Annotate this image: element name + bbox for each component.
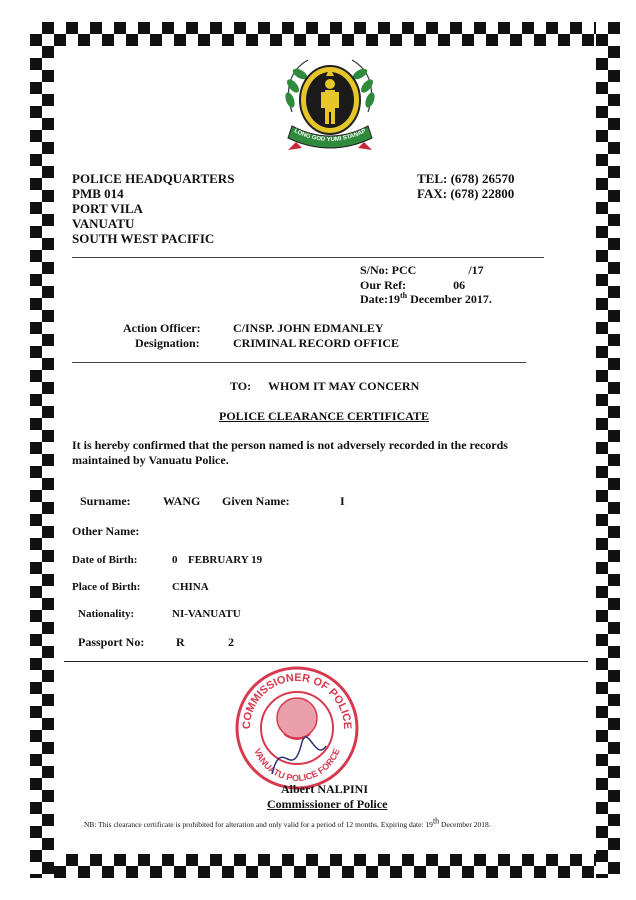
dob-label: Date of Birth: — [72, 554, 138, 566]
serial-number — [360, 262, 484, 277]
telephone: TEL: (678) 26570 — [417, 171, 515, 186]
pob-label: Place of Birth: — [72, 581, 141, 593]
stamp-bottom-text: VANUATU POLICE FORCE — [252, 747, 342, 784]
nationality-value: NI-VANUATU — [172, 608, 241, 620]
signatory-name: Albert NALPINI — [281, 782, 368, 796]
divider-bottom — [64, 661, 588, 662]
redaction — [416, 262, 468, 274]
checkered-border-right — [596, 22, 620, 878]
nationality-label: Nationality: — [78, 608, 135, 620]
passport-suffix: 2 — [228, 635, 234, 649]
address-line-1: POLICE HEADQUARTERS — [72, 171, 235, 186]
fax: FAX: (678) 22800 — [417, 186, 515, 201]
address-line-3: PORT VILA — [72, 201, 143, 216]
designation-label: Designation: — [135, 336, 200, 350]
footer-note-part-2: December 2018. — [439, 820, 491, 829]
pob-value: CHINA — [172, 581, 209, 593]
address-line-4: VANUATU — [72, 216, 135, 231]
commissioner-stamp-icon — [232, 664, 362, 790]
action-officer-label: Action Officer: — [123, 321, 201, 335]
body-text-line-1: It is hereby confirmed that the person named is not adversely recorded in the records — [72, 438, 508, 452]
passport-prefix: R — [176, 635, 185, 649]
to-label: TO: — [230, 379, 252, 393]
footer-note-sup: th — [432, 816, 440, 826]
surname-value: WANG — [163, 494, 201, 508]
divider-top — [72, 257, 544, 258]
serial-label: S/No: — [360, 263, 389, 277]
date-label: Date: — [360, 292, 388, 306]
checkered-border-bottom — [30, 854, 620, 878]
emblem-banner-text: LONG GOD YUMI STANAP — [292, 128, 368, 144]
to-value: WHOM IT MAY CONCERN — [268, 379, 420, 393]
police-emblem-icon — [280, 50, 380, 154]
our-ref-label: Our Ref: — [360, 278, 407, 292]
date-day: 19 — [387, 292, 400, 306]
certificate-title: POLICE CLEARANCE CERTIFICATE — [219, 409, 430, 423]
action-officer-value: C/INSP. JOHN EDMANLEY — [233, 321, 384, 335]
divider-middle — [72, 362, 526, 363]
date-rest: December 2017. — [407, 292, 492, 306]
dob-day: 0 — [172, 554, 178, 566]
surname-label: Surname: — [80, 494, 131, 508]
footer-note — [84, 816, 491, 829]
address-line-2: PMB 014 — [72, 186, 124, 201]
body-text-line-2: maintained by Vanuatu Police. — [72, 453, 229, 467]
passport-label: Passport No: — [78, 635, 145, 649]
signatory-title: Commissioner of Police — [267, 797, 388, 811]
stamp-top-text: COMMISSIONER OF POLICE — [240, 671, 354, 730]
issue-date — [360, 292, 492, 306]
address-line-5: SOUTH WEST PACIFIC — [72, 231, 215, 246]
designation-value: CRIMINAL RECORD OFFICE — [233, 336, 400, 350]
dob-value: FEBRUARY 19 — [188, 554, 263, 566]
footer-note-part-1: NB: This clearance certificate is prohibited for alteration and only valid for a period of 12 months. Expiring date: 19 — [84, 820, 433, 829]
serial-suffix: /17 — [468, 263, 484, 277]
checkered-border-top — [30, 22, 620, 46]
serial-prefix: PCC — [391, 263, 417, 277]
our-ref-suffix: 06 — [453, 278, 466, 292]
our-reference — [360, 277, 465, 292]
given-name-label: Given Name: — [222, 494, 290, 508]
given-name-value: I — [340, 494, 345, 508]
checkered-border-left — [30, 22, 54, 878]
date-sup: th — [399, 291, 408, 300]
other-name-label: Other Name: — [72, 524, 140, 538]
redaction — [409, 277, 453, 289]
